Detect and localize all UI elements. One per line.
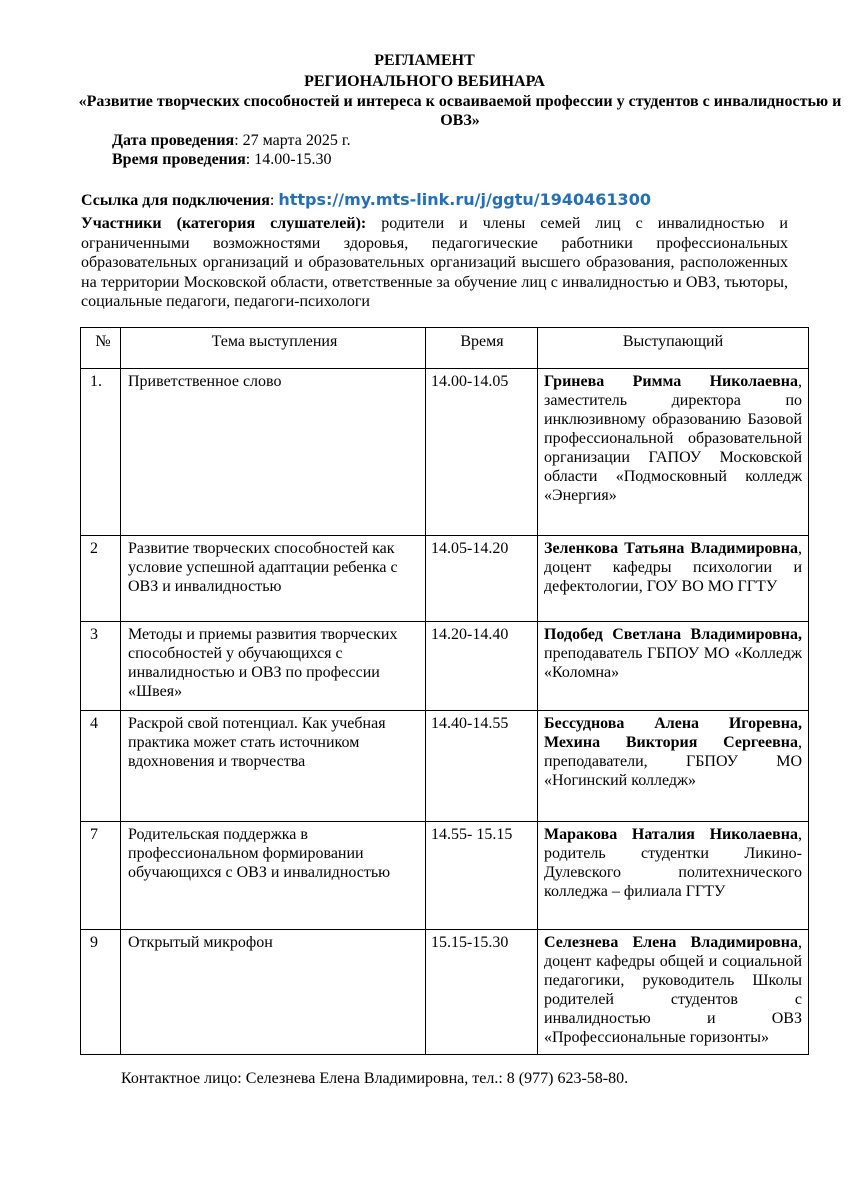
row-topic: Методы и приемы развития творческих способностей у обучающихся с инвалидностью и ОВЗ по профессии «Швея» <box>121 622 426 711</box>
speaker-position: , доцент кафедры психологии и дефектологии, ГОУ ВО МО ГГТУ <box>544 540 802 595</box>
participants-paragraph <box>81 214 788 312</box>
program-table <box>80 327 809 1055</box>
connection-link[interactable]: https://my.mts-link.ru/j/ggtu/1940461300 <box>278 190 651 209</box>
participants-text: родители и члены семей лиц с инвалидностью и ограниченными возможностями здоровья, педагогические работники профессиональных образовательных организаций и образовательных организаций высшего образования, расположенных на территории Московской области, ответственные за обучение лиц с инвалидностью и ОВЗ, тьюторы, социальные педагоги, педагоги-психологи <box>81 215 788 310</box>
row-speaker <box>538 711 809 822</box>
row-num: 1. <box>81 369 121 536</box>
row-time: 14.00-14.05 <box>426 369 538 536</box>
contact-line: Контактное лицо: Селезнева Елена Владимировна, тел.: 8 (977) 623-58-80. <box>121 1070 629 1087</box>
row-num: 2 <box>81 536 121 622</box>
row-topic: Раскрой свой потенциал. Как учебная практика может стать источником вдохновения и творчества <box>121 711 426 822</box>
row-time: 15.15-15.30 <box>426 930 538 1055</box>
row-num: 3 <box>81 622 121 711</box>
webinar-name: «Развитие творческих способностей и интереса к осваиваемой профессии у студентов с инвалидностью и ОВЗ» <box>78 93 842 129</box>
row-speaker <box>538 622 809 711</box>
row-speaker <box>538 930 809 1055</box>
link-line <box>81 190 651 210</box>
date-line <box>112 131 351 150</box>
table-row <box>81 536 809 622</box>
table-row <box>81 930 809 1055</box>
link-separator: : <box>269 192 279 209</box>
doc-title: РЕГЛАМЕНТ <box>374 52 475 69</box>
row-topic: Открытый микрофон <box>121 930 426 1055</box>
table-row <box>81 822 809 930</box>
table-row <box>81 711 809 822</box>
speaker-position: , родитель студентки Ликино-Дулевского политехнического колледжа – филиала ГГТУ <box>544 826 802 900</box>
table-row <box>81 622 809 711</box>
header-topic: Тема выступления <box>121 328 426 369</box>
row-topic: Приветственное слово <box>121 369 426 536</box>
row-speaker <box>538 822 809 930</box>
participants-label: Участники (категория слушателей): <box>81 215 367 232</box>
speaker-name: Маракова Наталия Николаевна <box>544 826 798 843</box>
date-value: : 27 марта 2025 г. <box>234 132 351 149</box>
speaker-name: Зеленкова Татьяна Владимировна <box>544 540 798 557</box>
header-time: Время <box>426 328 538 369</box>
speaker-position: , преподаватели, ГБПОУ МО «Ногинский колледж» <box>544 734 802 789</box>
row-num: 7 <box>81 822 121 930</box>
row-topic: Развитие творческих способностей как условие успешной адаптации ребенка с ОВЗ и инвалидностью <box>121 536 426 622</box>
speaker-position: , заместитель директора по инклюзивному образованию Базовой профессиональной образовательной организации ГАПОУ Московской области «Подмосковный колледж «Энергия» <box>544 373 802 504</box>
time-value: : 14.00-15.30 <box>245 151 332 168</box>
table-header-row <box>81 328 809 369</box>
row-speaker <box>538 369 809 536</box>
speaker-name: Гринева Римма Николаевна <box>544 373 798 390</box>
date-label: Дата проведения <box>112 132 235 149</box>
header-num: № <box>81 328 121 369</box>
speaker-position: преподаватель ГБПОУ МО «Колледж «Коломна» <box>544 645 802 681</box>
doc-subtitle: РЕГИОНАЛЬНОГО ВЕБИНАРА <box>304 73 545 90</box>
row-time: 14.55- 15.15 <box>426 822 538 930</box>
link-label: Ссылка для подключения <box>81 192 270 209</box>
row-time: 14.40-14.55 <box>426 711 538 822</box>
row-topic: Родительская поддержка в профессиональном формировании обучающихся с ОВЗ и инвалидностью <box>121 822 426 930</box>
time-label: Время проведения <box>112 151 246 168</box>
row-time: 14.20-14.40 <box>426 622 538 711</box>
table-row <box>81 369 809 536</box>
row-num: 9 <box>81 930 121 1055</box>
row-time: 14.05-14.20 <box>426 536 538 622</box>
row-num: 4 <box>81 711 121 822</box>
speaker-name: Селезнева Елена Владимировна <box>544 934 798 951</box>
speaker-name: Бессуднова Алена Игоревна, Мехина Виктория Сергеевна <box>544 715 802 751</box>
speaker-position: , доцент кафедры общей и социальной педагогики, руководитель Школы родителей студентов с инвалидностью и ОВЗ «Профессиональные горизонты» <box>544 934 802 1046</box>
speaker-name: Подобед Светлана Владимировна, <box>544 626 802 643</box>
row-speaker <box>538 536 809 622</box>
time-line <box>112 150 332 169</box>
header-speaker: Выступающий <box>538 328 809 369</box>
